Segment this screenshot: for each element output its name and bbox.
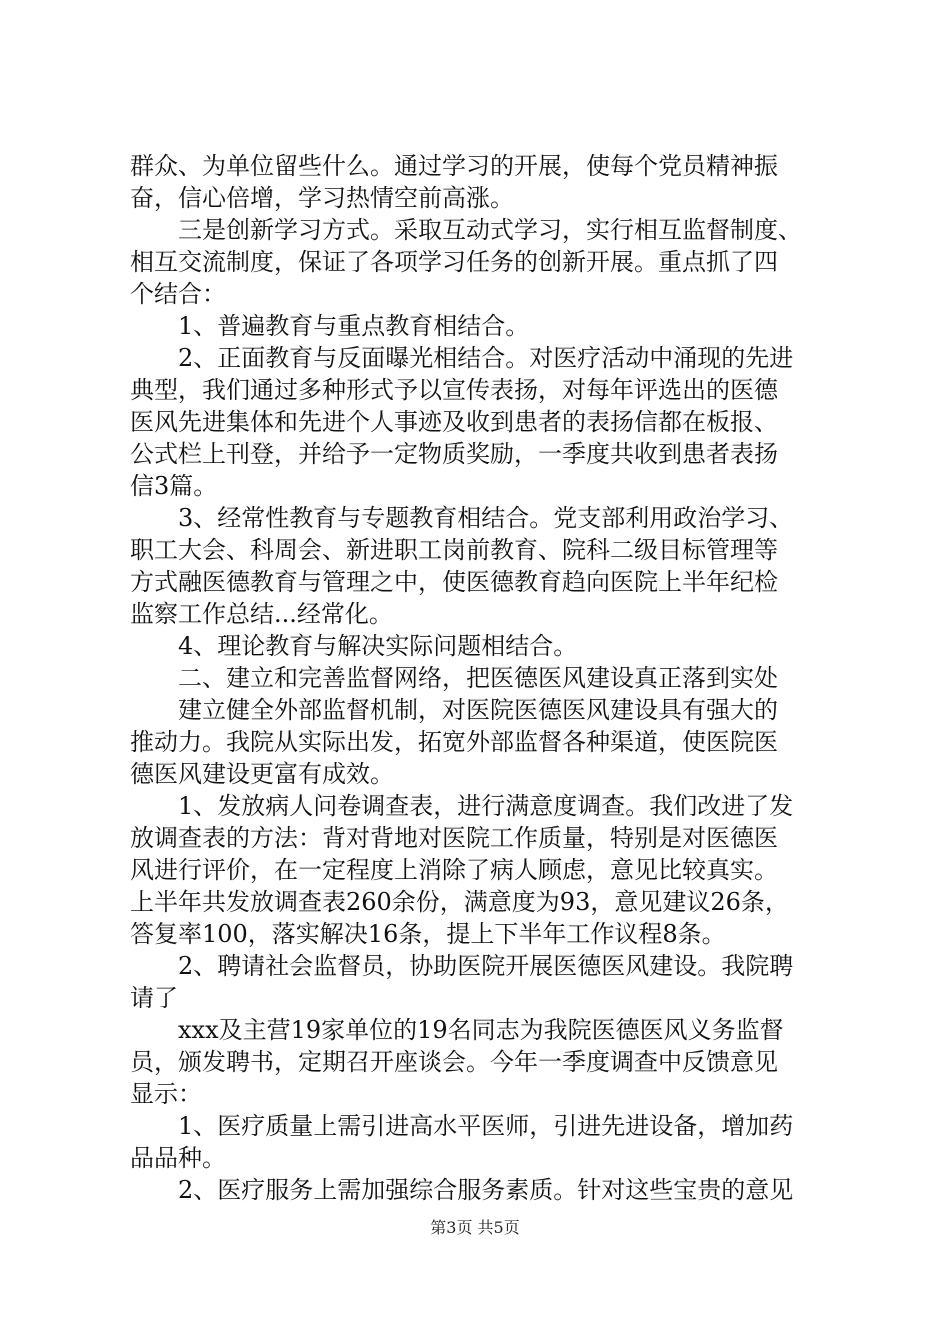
text-line: 1、发放病人问卷调查表，进行满意度调查。我们改进了发: [178, 792, 794, 820]
text-line: 显示：: [130, 1080, 202, 1108]
text-line: 典型，我们通过多种形式予以宣传表扬，对每年评选出的医德: [130, 376, 778, 404]
text-line: 群众、为单位留些什么。通过学习的开展，使每个党员精神振: [130, 152, 778, 180]
text-line: 4、理论教育与解决实际问题相结合。: [178, 632, 578, 660]
text-line: 公式栏上刊登，并给予一定物质奖励，一季度共收到患者表扬: [130, 440, 778, 468]
text-line: 2、医疗服务上需加强综合服务素质。针对这些宝贵的意见: [178, 1176, 794, 1204]
text-line: 三是创新学习方式。采取互动式学习，实行相互监督制度、: [178, 216, 802, 244]
text-line: 2、聘请社会监督员，协助医院开展医德医风建设。我院聘: [178, 952, 794, 980]
text-line: 风进行评价，在一定程度上消除了病人顾虑，意见比较真实。: [130, 856, 778, 884]
text-line: 信3篇。: [130, 472, 218, 500]
text-line: 请了: [130, 984, 178, 1012]
text-line: 放调查表的方法：背对背地对医院工作质量，特别是对医德医: [130, 824, 778, 852]
text-line: 奋，信心倍增，学习热情空前高涨。: [130, 184, 514, 212]
text-line: 职工大会、科周会、新进职工岗前教育、院科二级目标管理等: [130, 536, 778, 564]
page-footer: 第3页 共5页: [430, 1218, 520, 1237]
text-line: 3、经常性教育与专题教育相结合。党支部利用政治学习、: [178, 504, 794, 532]
text-line: 上半年共发放调查表260余份，满意度为93，意见建议26条，: [130, 888, 789, 916]
text-line: 员，颁发聘书，定期召开座谈会。今年一季度调查中反馈意见: [130, 1048, 778, 1076]
text-line: 推动力。我院从实际出发，拓宽外部监督各种渠道，使医院医: [130, 728, 778, 756]
text-line: 答复率100，落实解决16条，提上下半年工作议程8条。: [130, 920, 726, 948]
text-line: 2、正面教育与反面曝光相结合。对医疗活动中涌现的先进: [178, 344, 794, 372]
text-line: 二、建立和完善监督网络，把医德医风建设真正落到实处: [178, 664, 778, 692]
text-line: 相互交流制度，保证了各项学习任务的创新开展。重点抓了四: [130, 248, 778, 276]
text-line: xxx及主营19家单位的19名同志为我院医德医风义务监督: [178, 1016, 784, 1044]
text-line: 1、医疗质量上需引进高水平医师，引进先进设备，增加药: [178, 1112, 794, 1140]
text-line: 德医风建设更富有成效。: [130, 760, 394, 788]
text-line: 建立健全外部监督机制，对医院医德医风建设具有强大的: [178, 696, 778, 724]
text-line: 方式融医德教育与管理之中，使医德教育趋向医院上半年纪检: [130, 568, 778, 596]
text-line: 个结合：: [130, 280, 226, 308]
text-line: 品品种。: [130, 1144, 226, 1172]
text-line: 监察工作总结...经常化。: [130, 600, 393, 628]
text-line: 1、普遍教育与重点教育相结合。: [178, 312, 530, 340]
text-line: 医风先进集体和先进个人事迹及收到患者的表扬信都在板报、: [130, 408, 778, 436]
